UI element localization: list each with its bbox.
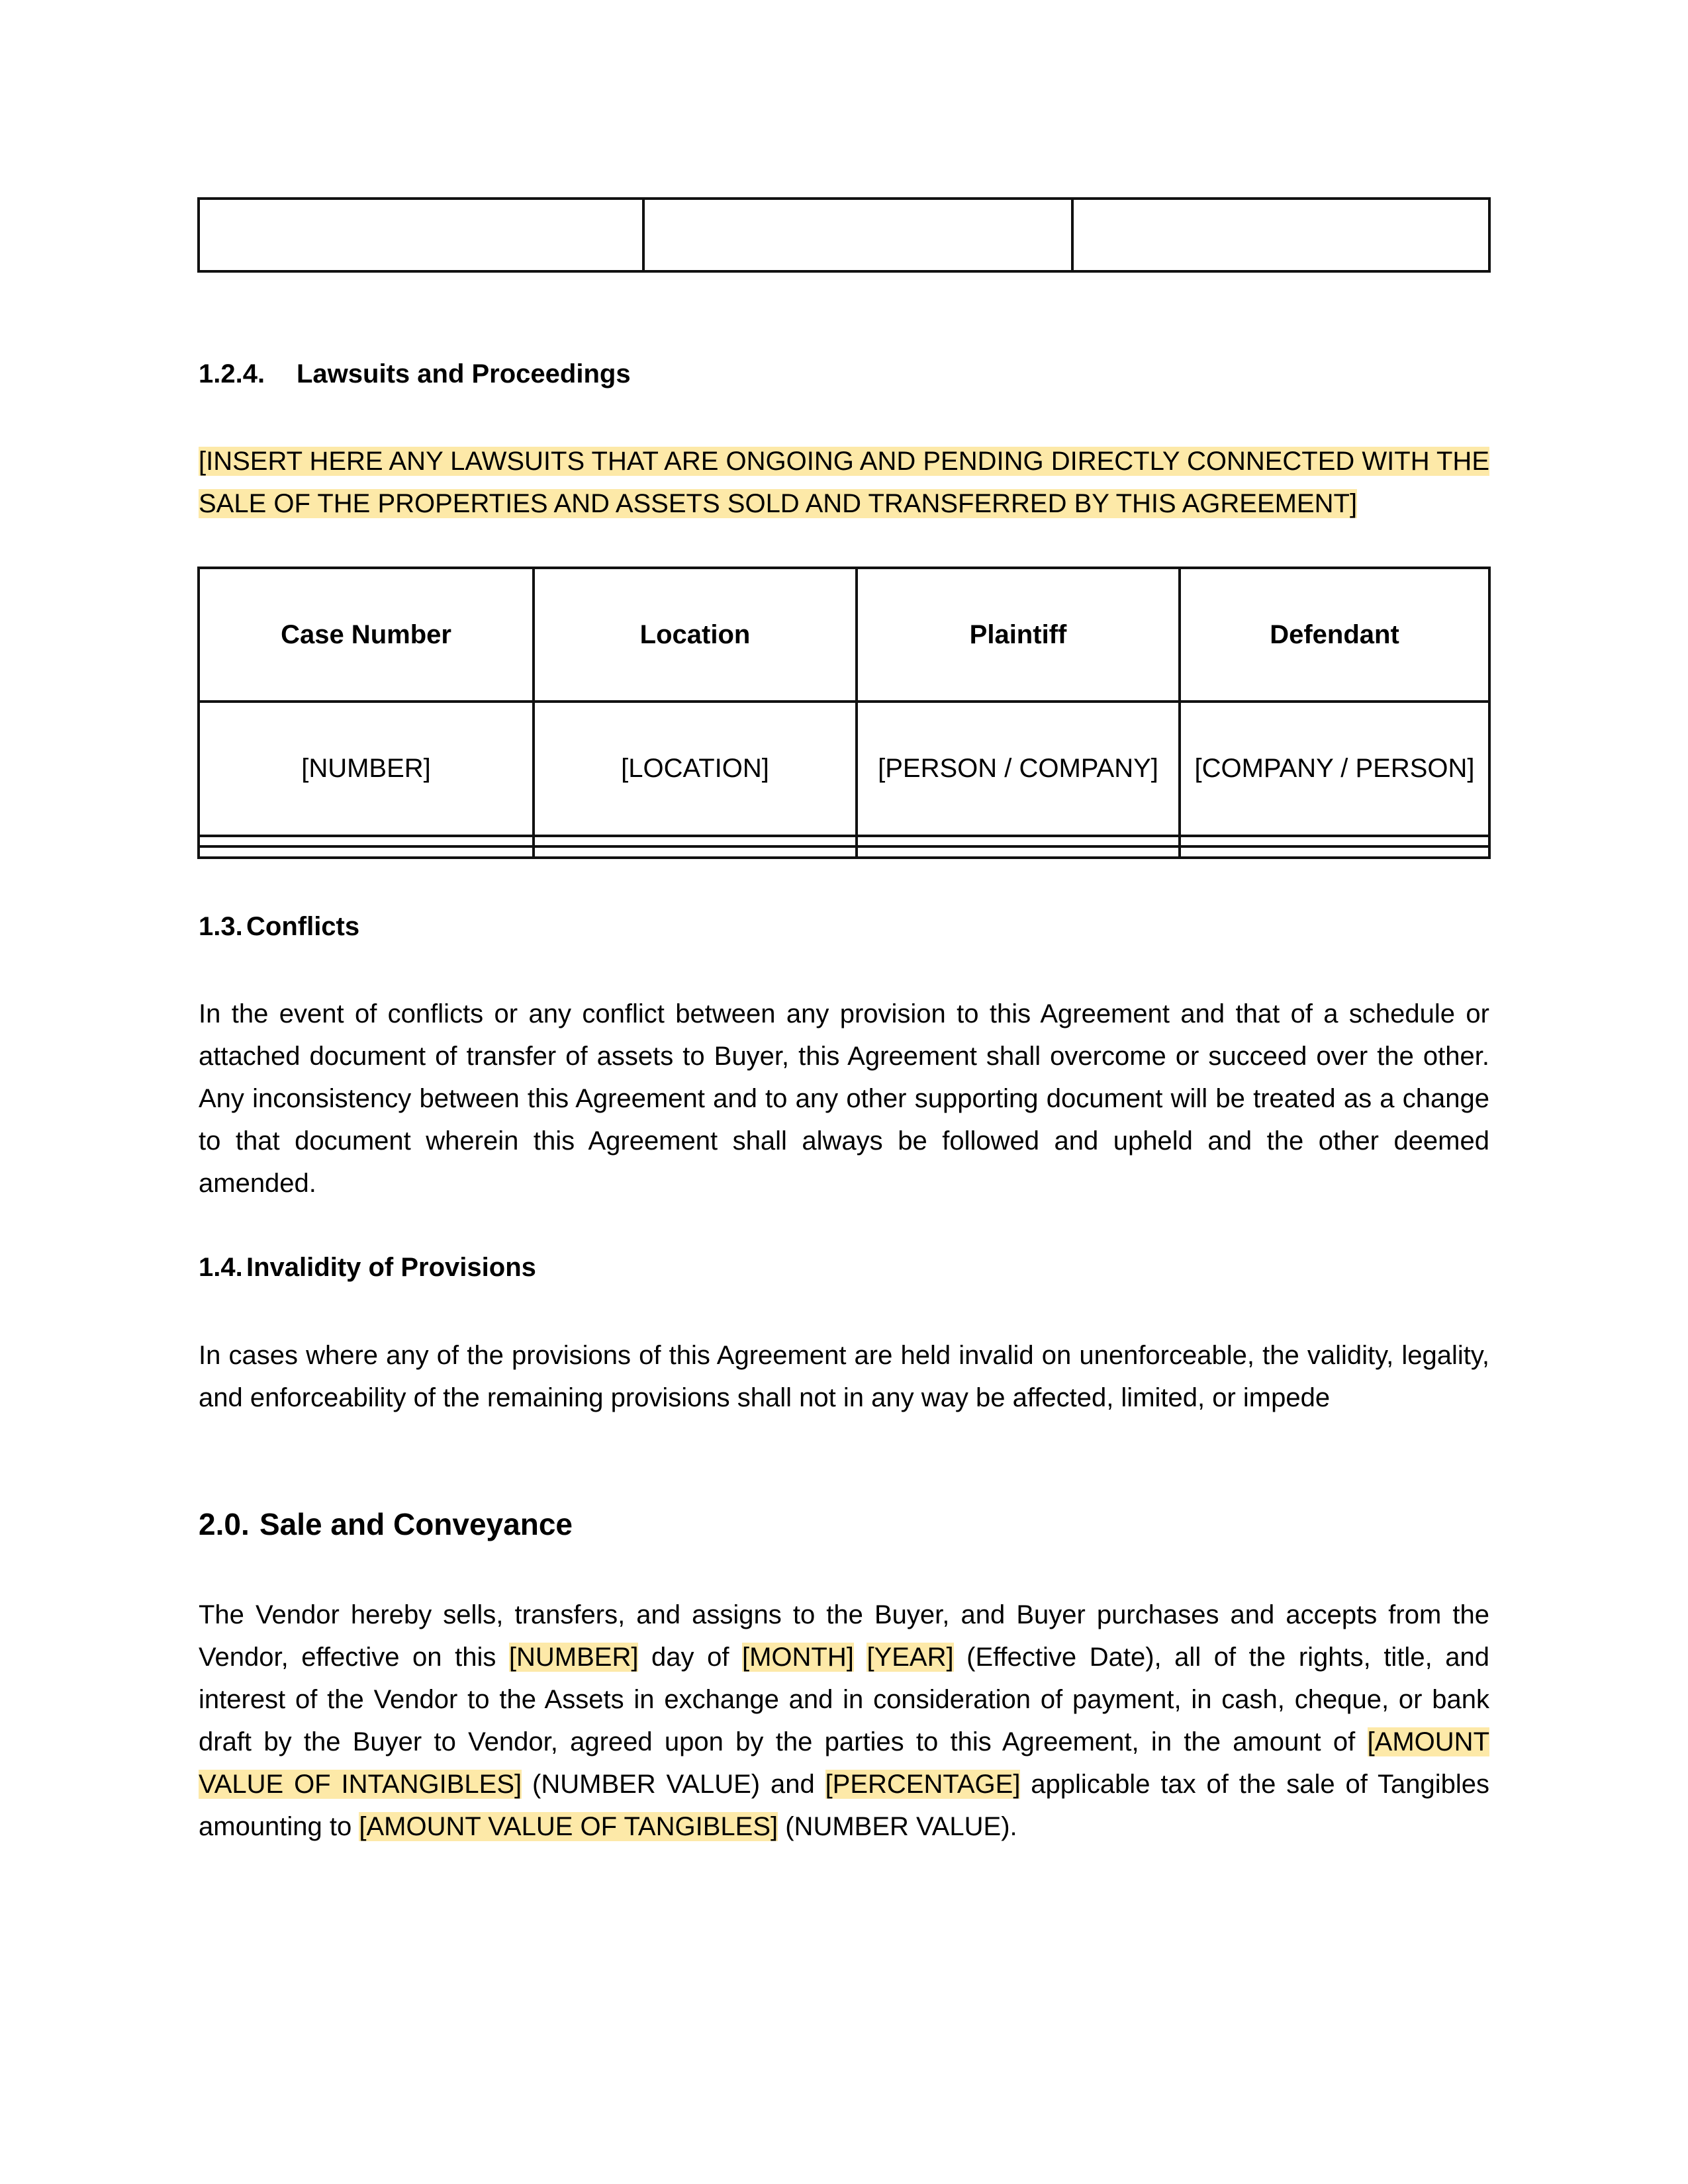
table-cell: [PERSON / COMPANY] bbox=[857, 702, 1180, 835]
lawsuits-instruction bbox=[199, 440, 1489, 525]
section-title: Conflicts bbox=[246, 912, 360, 941]
conflicts-paragraph: In the event of conflicts or any conflict between any provision to this Agreement and that of a schedule or attached document of transfer of assets to Buyer, this Agreement shall overcome or succeed over the other. Any inconsistency between this Agreement and to any other supporting document will be treated as a change to that document wherein this Agreement shall always be followed and upheld and the other deemed amended. bbox=[199, 999, 1489, 1198]
paragraph-text: applicable tax of the sale of Tangibles amounting to bbox=[199, 1770, 1490, 1841]
table-cell bbox=[643, 199, 1072, 271]
placeholder-intangibles-amount: [AMOUNT VALUE OF INTANGIBLES] bbox=[199, 1727, 1489, 1799]
table-cell bbox=[1180, 846, 1489, 858]
column-header: Plaintiff bbox=[857, 568, 1180, 702]
table-cell bbox=[1072, 199, 1489, 271]
section-heading-2-0 bbox=[199, 1506, 573, 1542]
section-number: 1.4. bbox=[199, 1253, 243, 1282]
section-number: 1.2.4. bbox=[199, 359, 265, 388]
table-cell: [NUMBER] bbox=[199, 702, 534, 835]
table-cell bbox=[534, 836, 857, 847]
paragraph-text: (NUMBER VALUE) and bbox=[522, 1770, 825, 1799]
placeholder-number: [NUMBER] bbox=[508, 1643, 639, 1672]
table-cell bbox=[1180, 836, 1489, 847]
table-cell bbox=[857, 846, 1180, 858]
table-row bbox=[199, 702, 1489, 835]
section-title: Invalidity of Provisions bbox=[246, 1253, 536, 1282]
section-number: 2.0. bbox=[199, 1507, 250, 1541]
sale-paragraph bbox=[199, 1594, 1489, 1848]
section-number: 1.3. bbox=[199, 912, 243, 941]
paragraph-text: (NUMBER VALUE). bbox=[778, 1812, 1017, 1841]
table-row bbox=[199, 199, 1489, 271]
section-title: Sale and Conveyance bbox=[259, 1507, 573, 1541]
placeholder-year: [YEAR] bbox=[867, 1643, 954, 1672]
paragraph-text: day of bbox=[638, 1643, 742, 1672]
paragraph-text bbox=[854, 1643, 867, 1672]
paragraph-text: (Effective Date), all of the rights, title, and interest of the Vendor to the Assets in exchange and in consideration of payment, in cash, cheque, or bank draft by the Buyer to Vendor, agreed upon by the parties to this Agreement, in the amount of bbox=[199, 1643, 1489, 1756]
table-cell bbox=[199, 846, 534, 858]
section-heading-1-3 bbox=[199, 912, 359, 942]
table-cell bbox=[199, 836, 534, 847]
section-heading-1-4 bbox=[199, 1253, 536, 1283]
placeholder-month: [MONTH] bbox=[742, 1643, 854, 1672]
section-heading-1-2-4 bbox=[199, 359, 631, 389]
top-table bbox=[197, 197, 1491, 273]
table-cell bbox=[857, 836, 1180, 847]
column-header: Case Number bbox=[199, 568, 534, 702]
highlighted-placeholder: [INSERT HERE ANY LAWSUITS THAT ARE ONGOING AND PENDING DIRECTLY CONNECTED WITH THE SALE OF THE PROPERTIES AND ASSETS SOLD AND TRANSFERRED BY THIS AGREEMENT] bbox=[199, 447, 1489, 518]
lawsuits-table bbox=[197, 567, 1491, 859]
table-header-row bbox=[199, 568, 1489, 702]
paragraph-text: The Vendor hereby sells, transfers, and assigns to the Buyer, and Buyer purchases and accepts from the Vendor, effective on this bbox=[199, 1600, 1489, 1672]
column-header: Location bbox=[534, 568, 857, 702]
placeholder-tangibles-amount: [AMOUNT VALUE OF TANGIBLES] bbox=[359, 1812, 778, 1841]
table-cell: [LOCATION] bbox=[534, 702, 857, 835]
placeholder-percentage: [PERCENTAGE] bbox=[825, 1770, 1021, 1799]
section-title: Lawsuits and Proceedings bbox=[297, 359, 631, 388]
table-row bbox=[199, 836, 1489, 847]
column-header: Defendant bbox=[1180, 568, 1489, 702]
table-cell bbox=[534, 846, 857, 858]
table-cell bbox=[199, 199, 643, 271]
table-row bbox=[199, 846, 1489, 858]
table-cell: [COMPANY / PERSON] bbox=[1180, 702, 1489, 835]
invalidity-paragraph: In cases where any of the provisions of this Agreement are held invalid on unenforceable, the validity, legality, and enforceability of the remaining provisions shall not in any way be affected, limited, or impede bbox=[199, 1341, 1489, 1412]
